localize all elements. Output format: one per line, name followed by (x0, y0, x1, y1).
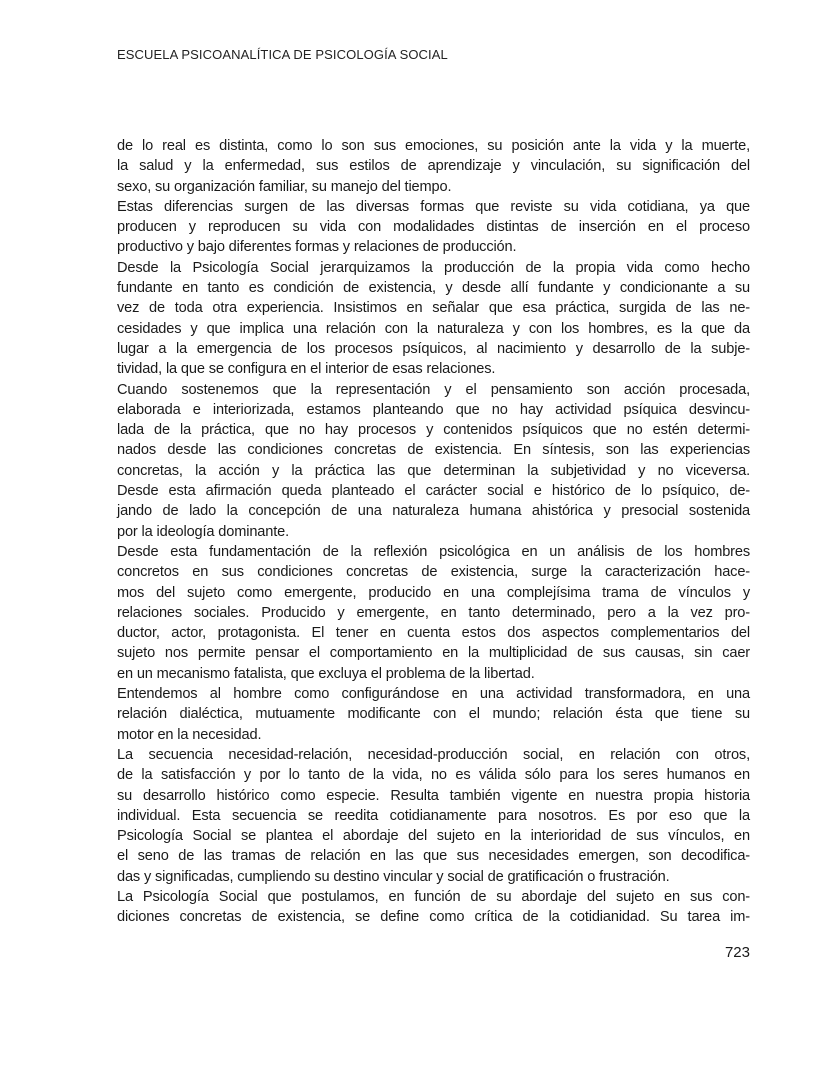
text-line: Desde esta fundamentación de la reflexión psicológica en un análisis de los hombres (117, 543, 750, 560)
paragraph (117, 380, 750, 542)
text-line: Entendemos al hombre como configurándose en una actividad transformadora, en una (117, 686, 750, 703)
text-line: en un mecanismo fatalista, que excluya el problema de la libertad. (117, 665, 535, 682)
page-number: 723 (724, 944, 750, 961)
text-line: vez de toda otra experiencia. Insistimos en señalar que esa práctica, surgida de las ne- (117, 300, 750, 317)
text-line: por la ideología dominante. (117, 523, 290, 540)
paragraph (117, 136, 750, 197)
text-line: fundante en tanto es condición de existencia, y desde allí fundante y condicionante a su (117, 280, 750, 297)
text-line: cesidades y que implica una relación con la naturaleza y con los hombres, es la que da (117, 320, 750, 337)
text-line: de lo real es distinta, como lo son sus emociones, su posición ante la vida y la muerte, (117, 138, 750, 154)
text-line: de la satisfacción y por lo tanto de la vida, no es válida sólo para los seres humanos en (117, 767, 750, 784)
text-line: La Psicología Social que postulamos, en función de su abordaje del sujeto en sus con- (117, 888, 750, 905)
body-text (117, 136, 750, 928)
paragraph (117, 684, 750, 745)
text-line: nados desde las condiciones concretas de existencia. En síntesis, son las experiencias (117, 442, 750, 459)
text-line: la salud y la enfermedad, sus estilos de aprendizaje y vinculación, su significación del (117, 158, 750, 175)
text-line: motor en la necesidad. (117, 726, 262, 743)
text-line: Desde esta afirmación queda planteado el carácter social e histórico de lo psíquico, de- (117, 483, 750, 500)
paragraph (117, 887, 750, 928)
text-line: Psicología Social se plantea el abordaje del sujeto en la interioridad de sus vínculos, en (117, 828, 750, 845)
text-line: das y significadas, cumpliendo su destino vincular y social de gratificación o frustración. (117, 868, 670, 885)
text-line: ductor, actor, protagonista. El tener en cuenta estos dos aspectos complementarios del (117, 625, 750, 642)
text-line: diciones concretas de existencia, se define como crítica de la cotidianidad. Su tarea im- (117, 909, 750, 926)
text-line: Desde la Psicología Social jerarquizamos la producción de la propia vida como hecho (117, 259, 750, 276)
text-line: producen y reproducen su vida con modalidades distintas de inserción en el proceso (117, 219, 750, 236)
text-line: concretas, la acción y la práctica las que determinan la subjetividad y no viceversa. (117, 462, 750, 479)
text-line: productivo y bajo diferentes formas y relaciones de producción. (117, 239, 517, 256)
paragraph (117, 542, 750, 684)
text-line: Estas diferencias surgen de las diversas formas que reviste su vida cotidiana, ya que (117, 198, 750, 215)
paragraph (117, 258, 750, 380)
text-line: lada de la práctica, que no hay procesos y contenidos psíquicos que no estén determi- (117, 422, 750, 439)
text-line: elaborada e interiorizada, estamos planteando que no hay actividad psíquica desvincu- (117, 401, 750, 418)
text-line: mos del sujeto como emergente, producido en una complejísima trama de vínculos y (117, 584, 750, 601)
text-line: el seno de las tramas de relación en las que sus necesidades emergen, son decodifica- (117, 848, 750, 865)
text-line: Cuando sostenemos que la representación y el pensamiento son acción procesada, (117, 381, 750, 398)
text-line: lugar a la emergencia de los procesos psíquicos, al nacimiento y desarrollo de la subje- (117, 340, 750, 357)
text-line: tividad, la que se configura en el interior de esas relaciones. (117, 361, 496, 378)
text-line: jando de lado la concepción de una naturaleza humana ahistórica y presocial sostenida (117, 503, 750, 520)
text-line: relación dialéctica, mutuamente modificante con el mundo; relación ésta que tiene su (117, 706, 750, 723)
text-line: sexo, su organización familiar, su manejo del tiempo. (117, 178, 452, 195)
paragraph (117, 745, 750, 887)
text-line: individual. Esta secuencia se reedita cotidianamente para nosotros. Es por eso que la (117, 807, 750, 824)
running-header: ESCUELA PSICOANALÍTICA DE PSICOLOGÍA SOCIAL (117, 47, 448, 62)
paragraph (117, 197, 750, 258)
text-line: La secuencia necesidad-relación, necesidad-producción social, en relación con otros, (117, 746, 750, 763)
text-line: su desarrollo histórico como especie. Resulta también vigente en nuestra propia historia (117, 787, 750, 804)
text-line: relaciones sociales. Producido y emergente, en tanto determinado, pero a la vez pro- (117, 604, 750, 621)
text-line: sujeto nos permite pensar el comportamiento en la multiplicidad de sus causas, sin caer (117, 645, 750, 662)
text-line: concretos en sus condiciones concretas de existencia, surge la caracterización hace- (117, 564, 750, 581)
